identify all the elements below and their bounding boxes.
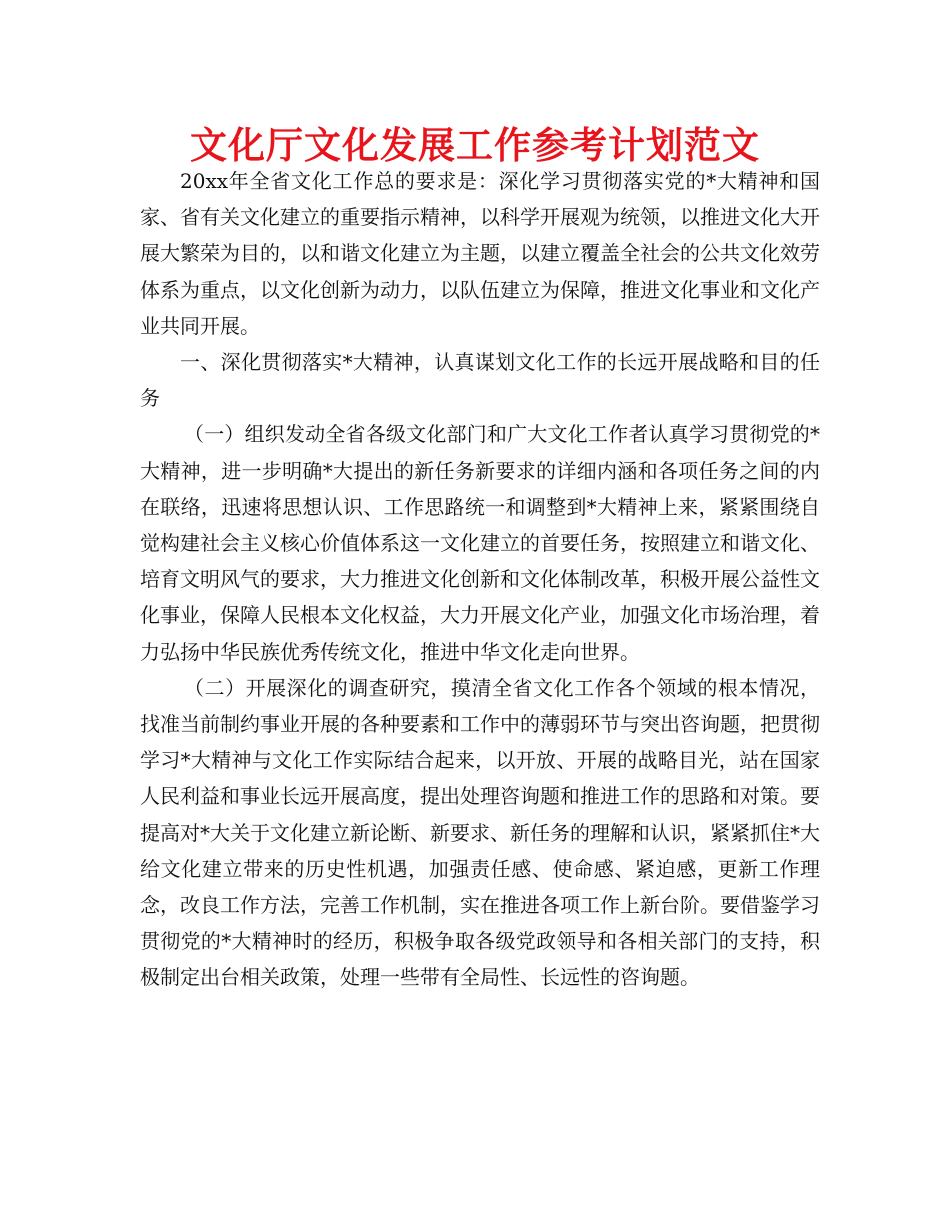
paragraph-intro: 20xx年全省文化工作总的要求是：深化学习贯彻落实党的*大精神和国家、省有关文化建立的重要指示精神，以科学开展观为统领，以推进文化大开展大繁荣为目的，以和谐文化建立为主题，以建立覆盖全社会的公共文化效劳体系为重点，以文化创新为动力，以队伍建立为保障，推进文化事业和文化产业共同开展。 xyxy=(140,169,820,338)
document-body xyxy=(140,163,820,996)
section-heading-1: 一、深化贯彻落实*大精神，认真谋划文化工作的长远开展战略和目的任务 xyxy=(140,350,820,411)
paragraph-item-1: （一）组织发动全省各级文化部门和广大文化工作者认真学习贯彻党的*大精神，进一步明确*大提出的新任务新要求的详细内涵和各项任务之间的内在联络，迅速将思想认识、工作思路统一和调整到*大精神上来，紧紧围绕自觉构建社会主义核心价值体系这一文化建立的首要任务，按照建立和谐文化、培育文明风气的要求，大力推进文化创新和文化体制改革，积极开展公益性文化事业，保障人民根本文化权益，大力开展文化产业，加强文化市场治理，着力弘扬中华民族优秀传统文化，推进中华文化走向世界。 xyxy=(140,422,820,664)
paragraph-item-2: （二）开展深化的调查研究，摸清全省文化工作各个领域的根本情况，找准当前制约事业开展的各种要素和工作中的薄弱环节与突出咨询题，把贯彻学习*大精神与文化工作实际结合起来，以开放、开展的战略目光，站在国家人民利益和事业长远开展高度，提出处理咨询题和推进工作的思路和对策。要提高对*大关于文化建立新论断、新要求、新任务的理解和认识，紧紧抓住*大给文化建立带来的历史性机遇，加强责任感、使命感、紧迫感，更新工作理念，改良工作方法，完善工作机制，实在推进各项工作上新台阶。要借鉴学习贯彻党的*大精神时的经历，积极争取各级党政领导和各相关部门的支持，积极制定出台相关政策，处理一些带有全局性、长远性的咨询题。 xyxy=(140,675,820,990)
document-title: 文化厅文化发展工作参考计划范文 xyxy=(190,124,760,167)
